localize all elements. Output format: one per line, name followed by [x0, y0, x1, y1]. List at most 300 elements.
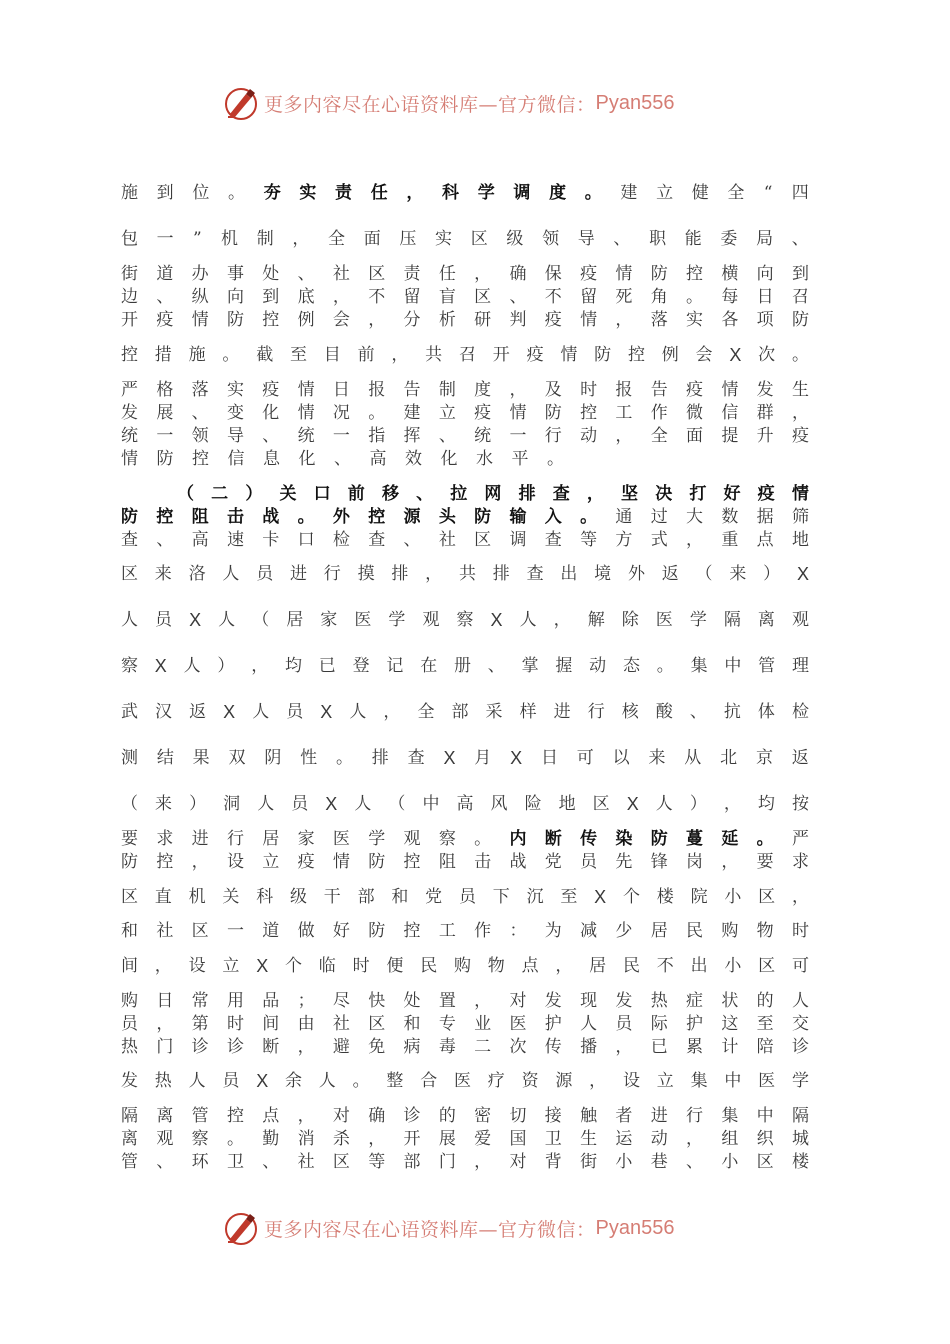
text-char: ， — [154, 956, 172, 976]
text-char: 管 — [121, 1152, 138, 1172]
text-char: 核 — [621, 702, 639, 722]
text-char: 横 — [721, 264, 739, 284]
text-char: 健 — [691, 183, 709, 203]
text-char: 工 — [615, 403, 633, 423]
text-char: 双 — [228, 748, 246, 768]
text-char: 热 — [121, 1037, 138, 1057]
text-char: 社 — [332, 1014, 350, 1034]
text-char: 好 — [723, 484, 741, 504]
text-char: 卫 — [226, 1152, 244, 1172]
text-char: 。 — [580, 507, 598, 527]
text-char: 。 — [226, 1129, 244, 1149]
text-char: 学 — [388, 610, 406, 630]
text-char: 实 — [435, 229, 453, 249]
text-char: 情 — [615, 264, 633, 284]
text-char: 处 — [403, 991, 421, 1011]
text-char: 街 — [580, 1152, 598, 1172]
text-char: 、 — [191, 403, 209, 423]
text-char: 发 — [121, 403, 138, 423]
text-char: 不 — [544, 287, 562, 307]
text-char: 集 — [690, 656, 708, 676]
text-char: 、 — [509, 287, 527, 307]
text-char: 办 — [191, 264, 209, 284]
text-line — [121, 655, 809, 677]
text-line — [121, 402, 809, 424]
text-char: 网 — [484, 484, 502, 504]
text-char: 控 — [192, 449, 209, 469]
text-char: 区 — [592, 794, 610, 814]
text-char: 人 — [188, 1071, 206, 1091]
text-char: 要 — [121, 829, 138, 849]
text-char: 锋 — [650, 852, 668, 872]
text-line — [121, 309, 809, 331]
text-char: 信 — [227, 449, 245, 469]
text-char: 卡 — [262, 530, 280, 550]
text-char: 立 — [656, 183, 674, 203]
text-char: 社 — [297, 1152, 315, 1172]
text-char: ， — [474, 991, 492, 1011]
text-char: 立 — [656, 1071, 674, 1091]
text-char: 高 — [456, 794, 474, 814]
text-char: 册 — [453, 656, 471, 676]
text-char: 人 — [183, 656, 201, 676]
text-char: 居 — [650, 921, 668, 941]
text-char: 资 — [521, 1071, 539, 1091]
text-char: 防 — [594, 345, 612, 365]
text-char: ， — [686, 1129, 703, 1149]
text-char: 杀 — [332, 1129, 350, 1149]
text-char: ， — [251, 656, 269, 676]
text-char: 已 — [318, 656, 336, 676]
text-char: 外 — [332, 507, 350, 527]
text-char: 区 — [368, 264, 386, 284]
text-char: 现 — [580, 991, 598, 1011]
text-char: 。 — [686, 287, 703, 307]
text-char: 领 — [191, 426, 209, 446]
text-char: 防 — [121, 507, 138, 527]
text-char: 学 — [689, 610, 707, 630]
text-char: 源 — [403, 507, 421, 527]
text-char: 地 — [558, 794, 576, 814]
text-char: 摸 — [357, 564, 375, 584]
text-char: 置 — [438, 991, 456, 1011]
text-char: 区 — [191, 921, 209, 941]
text-char: 控 — [226, 1106, 244, 1126]
text-char: 控 — [580, 403, 598, 423]
text-char: 统 — [121, 426, 138, 446]
text-char: X — [154, 656, 167, 676]
text-char: 隔 — [121, 1106, 138, 1126]
text-char: 从 — [684, 748, 702, 768]
text-line — [121, 379, 809, 401]
text-char: 分 — [403, 310, 421, 330]
text-char: 开 — [403, 1129, 421, 1149]
text-char: 报 — [368, 380, 386, 400]
text-char: 区 — [121, 564, 138, 584]
text-char: ） — [245, 484, 263, 504]
text-char: 点 — [756, 530, 774, 550]
text-char: 防 — [544, 403, 562, 423]
text-char: 行 — [544, 426, 562, 446]
text-char: 计 — [721, 1037, 739, 1057]
text-char: 设 — [622, 1071, 640, 1091]
text-char: 时 — [226, 1014, 244, 1034]
text-char: 部 — [451, 702, 469, 722]
text-line — [121, 506, 809, 528]
text-char: 式 — [650, 530, 668, 550]
text-char: 关 — [279, 484, 297, 504]
text-char: 街 — [121, 264, 138, 284]
text-char: 截 — [256, 345, 274, 365]
text-char: 次 — [758, 345, 776, 365]
text-char: 第 — [191, 1014, 209, 1034]
text-char: 党 — [544, 852, 562, 872]
text-char: 中 — [724, 656, 742, 676]
text-char: 防 — [156, 449, 174, 469]
text-char: 社 — [332, 264, 350, 284]
text-char: 员 — [580, 852, 598, 872]
text-char: 阴 — [264, 748, 282, 768]
text-char: 人 — [218, 610, 236, 630]
text-char: 行 — [587, 702, 605, 722]
text-char: 决 — [655, 484, 673, 504]
text-char: 责 — [335, 183, 353, 203]
text-char: 人 — [580, 1014, 598, 1034]
text-char: 切 — [509, 1106, 527, 1126]
text-char: 导 — [226, 426, 244, 446]
text-char: 口 — [313, 484, 331, 504]
text-char: 。 — [222, 345, 240, 365]
text-char: 人 — [222, 564, 240, 584]
text-char: 断 — [262, 1037, 280, 1057]
text-char: 控 — [403, 852, 421, 872]
text-char: 北 — [720, 748, 738, 768]
text-char: 向 — [756, 264, 774, 284]
text-char: 情 — [509, 403, 527, 423]
text-char: 过 — [650, 507, 668, 527]
text-char: 发 — [615, 991, 633, 1011]
text-char: 察 — [438, 829, 456, 849]
text-char: 结 — [156, 748, 174, 768]
text-char: 风 — [490, 794, 508, 814]
text-char: 控 — [403, 921, 421, 941]
text-char: 人 — [257, 794, 275, 814]
text-char: 城 — [791, 1129, 809, 1149]
text-char: 人 — [655, 794, 673, 814]
text-char: 察 — [121, 656, 138, 676]
text-char: 购 — [721, 921, 739, 941]
text-char: 战 — [509, 852, 527, 872]
text-char: 以 — [612, 748, 630, 768]
text-char: 研 — [474, 310, 492, 330]
text-char: 际 — [650, 1014, 668, 1034]
text-char: 诊 — [191, 1037, 209, 1057]
text-char: 记 — [386, 656, 404, 676]
text-char: 判 — [509, 310, 527, 330]
text-char: 延 — [721, 829, 739, 849]
text-char: （ — [695, 564, 713, 584]
text-char: ， — [791, 887, 809, 907]
text-char: 卫 — [544, 1129, 562, 1149]
text-char: 制 — [438, 380, 456, 400]
text-char: 先 — [615, 852, 633, 872]
text-line — [121, 886, 809, 908]
text-char: 断 — [544, 829, 562, 849]
text-char: 工 — [438, 921, 456, 941]
text-char: 全 — [650, 426, 668, 446]
text-char: 察 — [456, 610, 474, 630]
text-char: 员 — [615, 1014, 633, 1034]
text-char: 中 — [756, 1106, 774, 1126]
text-char: 机 — [221, 229, 239, 249]
text-char: 科 — [256, 887, 274, 907]
text-char: 、 — [297, 264, 315, 284]
text-char: 建 — [620, 183, 638, 203]
text-char: 热 — [154, 1071, 172, 1091]
text-char: 一 — [509, 426, 527, 446]
text-char: 控 — [627, 345, 645, 365]
text-char: 告 — [403, 380, 421, 400]
text-char: ， — [297, 1106, 315, 1126]
text-char: 委 — [720, 229, 738, 249]
text-char: 动 — [580, 426, 598, 446]
text-char: 日 — [156, 991, 174, 1011]
text-char: 消 — [297, 1129, 315, 1149]
text-char: 为 — [544, 921, 562, 941]
text-char: 每 — [721, 287, 739, 307]
text-char: 、 — [689, 702, 707, 722]
text-char: 外 — [627, 564, 645, 584]
text-char: 建 — [403, 403, 421, 423]
text-char: 况 — [332, 403, 350, 423]
text-char: 医 — [655, 610, 673, 630]
text-char: X — [626, 794, 639, 814]
text-char: 和 — [403, 1014, 421, 1034]
text-char: 一 — [332, 426, 350, 446]
text-char: 热 — [650, 991, 668, 1011]
text-char: 区 — [474, 287, 492, 307]
text-char: 进 — [191, 829, 209, 849]
text-char: 不 — [368, 287, 386, 307]
text-char: 机 — [188, 887, 206, 907]
text-char: 境 — [594, 564, 612, 584]
text-char: ， — [555, 956, 573, 976]
text-char: 次 — [509, 1037, 527, 1057]
text-char: 购 — [453, 956, 471, 976]
text-char: 变 — [226, 403, 244, 423]
text-char: 水 — [476, 449, 493, 469]
text-char: 落 — [650, 310, 668, 330]
text-char: 防 — [368, 921, 386, 941]
text-char: 息 — [263, 449, 280, 469]
text-char: 疫 — [791, 426, 809, 446]
text-char: ） — [689, 794, 707, 814]
text-line — [121, 448, 809, 470]
text-char: 直 — [154, 887, 172, 907]
text-char: 学 — [791, 1071, 809, 1091]
text-line — [121, 182, 809, 204]
text-char: 通 — [615, 507, 633, 527]
text-char: 疫 — [544, 310, 562, 330]
text-char: （ — [177, 484, 194, 504]
text-line — [121, 851, 809, 873]
text-char: 内 — [509, 829, 527, 849]
text-char: 临 — [318, 956, 336, 976]
text-char: ， — [509, 380, 527, 400]
text-char: 角 — [650, 287, 668, 307]
text-char: 诊 — [403, 1106, 421, 1126]
text-char: 二 — [211, 484, 229, 504]
text-char: 便 — [386, 956, 404, 976]
text-char: 点 — [521, 956, 539, 976]
text-char: ， — [368, 310, 386, 330]
text-char: 死 — [615, 287, 633, 307]
text-char: 员 — [256, 564, 274, 584]
text-char: 包 — [121, 229, 138, 249]
text-char: 级 — [506, 229, 524, 249]
text-char: 这 — [721, 1014, 739, 1034]
text-char: ， — [391, 345, 409, 365]
text-char: 关 — [222, 887, 240, 907]
text-line — [121, 1070, 809, 1092]
text-line — [121, 920, 809, 942]
text-char: 好 — [332, 921, 350, 941]
text-char: 接 — [544, 1106, 562, 1126]
text-char: 开 — [492, 345, 510, 365]
text-char: 实 — [299, 183, 317, 203]
text-char: 和 — [391, 887, 409, 907]
text-line — [177, 483, 809, 505]
text-char: 高 — [191, 530, 209, 550]
text-char: 召 — [791, 287, 809, 307]
text-char: 疫 — [297, 852, 315, 872]
text-char: 日 — [332, 380, 350, 400]
text-char: 位 — [192, 183, 210, 203]
text-char: 月 — [474, 748, 492, 768]
text-char: 区 — [470, 229, 488, 249]
text-char: 任 — [438, 264, 456, 284]
text-char: 击 — [474, 852, 492, 872]
text-char: 医 — [509, 1014, 527, 1034]
text-char: 沉 — [526, 887, 544, 907]
text-char: 告 — [650, 380, 668, 400]
text-char: ， — [297, 1037, 315, 1057]
text-line — [121, 1151, 809, 1173]
text-char: 移 — [381, 484, 399, 504]
text-char: 岗 — [686, 852, 703, 872]
text-char: 数 — [721, 507, 739, 527]
text-char: 全 — [417, 702, 435, 722]
text-char: ， — [474, 1152, 492, 1172]
text-char: 的 — [756, 991, 774, 1011]
text-char: 、 — [438, 426, 456, 446]
text-char: 员 — [121, 1014, 138, 1034]
text-char: 局 — [756, 229, 774, 249]
text-char: 、 — [403, 530, 421, 550]
text-char: 四 — [791, 183, 809, 203]
text-line — [121, 955, 809, 977]
text-char: 、 — [613, 229, 631, 249]
text-char: 病 — [403, 1037, 421, 1057]
text-char: 至 — [289, 345, 307, 365]
text-char: 员 — [222, 1071, 240, 1091]
text-char: 染 — [615, 829, 633, 849]
text-char: 查 — [544, 530, 562, 550]
text-char: 体 — [757, 702, 775, 722]
text-char: 信 — [721, 403, 739, 423]
text-char: ， — [553, 610, 571, 630]
text-char: 查 — [407, 748, 425, 768]
text-char: 人 — [121, 610, 138, 630]
text-char: 方 — [615, 530, 633, 550]
text-char: 性 — [300, 748, 318, 768]
text-char: 运 — [615, 1129, 633, 1149]
text-char: 召 — [458, 345, 476, 365]
text-char: 间 — [121, 956, 138, 976]
text-char: 诊 — [226, 1037, 244, 1057]
watermark-text: 更多内容尽在心语资料库—官方微信： — [264, 93, 596, 116]
text-char: 严 — [791, 829, 809, 849]
text-char: 疫 — [526, 345, 544, 365]
text-char: 、 — [487, 656, 505, 676]
text-char: 严 — [121, 380, 138, 400]
text-char: 管 — [191, 1106, 209, 1126]
text-char: 保 — [544, 264, 562, 284]
text-char: 据 — [756, 507, 774, 527]
text-char: 人 — [791, 991, 809, 1011]
text-line — [121, 563, 809, 585]
text-char: ， — [586, 484, 604, 504]
text-char: 家 — [320, 610, 338, 630]
text-char: 展 — [156, 403, 174, 423]
text-char: 累 — [686, 1037, 703, 1057]
text-char: 中 — [724, 1071, 742, 1091]
text-char: 个 — [622, 887, 640, 907]
text-char: 头 — [438, 507, 456, 527]
text-char: 全 — [328, 229, 346, 249]
text-char: 已 — [650, 1037, 668, 1057]
text-char: ， — [474, 264, 492, 284]
text-char: 员 — [291, 794, 309, 814]
watermark-text: 更多内容尽在心语资料库—官方微信： — [264, 1218, 596, 1241]
text-char: 会 — [332, 310, 350, 330]
text-char: 检 — [791, 702, 809, 722]
text-char: 、 — [156, 287, 174, 307]
text-char: 来 — [648, 748, 666, 768]
text-char: ， — [615, 1037, 633, 1057]
text-line — [121, 263, 809, 285]
text-char: 理 — [791, 656, 809, 676]
text-char: 个 — [285, 956, 302, 976]
text-char: 阻 — [438, 852, 456, 872]
text-char: 均 — [285, 656, 302, 676]
text-char: 纵 — [191, 287, 209, 307]
text-char: 落 — [191, 380, 209, 400]
text-char: 社 — [438, 530, 456, 550]
text-char: 防 — [650, 264, 668, 284]
text-char: 部 — [403, 1152, 421, 1172]
text-char: 行 — [323, 564, 341, 584]
text-char: 求 — [791, 852, 809, 872]
text-char: 。 — [352, 1071, 370, 1091]
text-char: 触 — [580, 1106, 598, 1126]
text-char: 按 — [791, 794, 809, 814]
text-char: 源 — [555, 1071, 573, 1091]
text-char: 、 — [262, 1152, 280, 1172]
text-char: 做 — [297, 921, 315, 941]
text-char: 提 — [721, 426, 739, 446]
text-char: 调 — [513, 183, 531, 203]
